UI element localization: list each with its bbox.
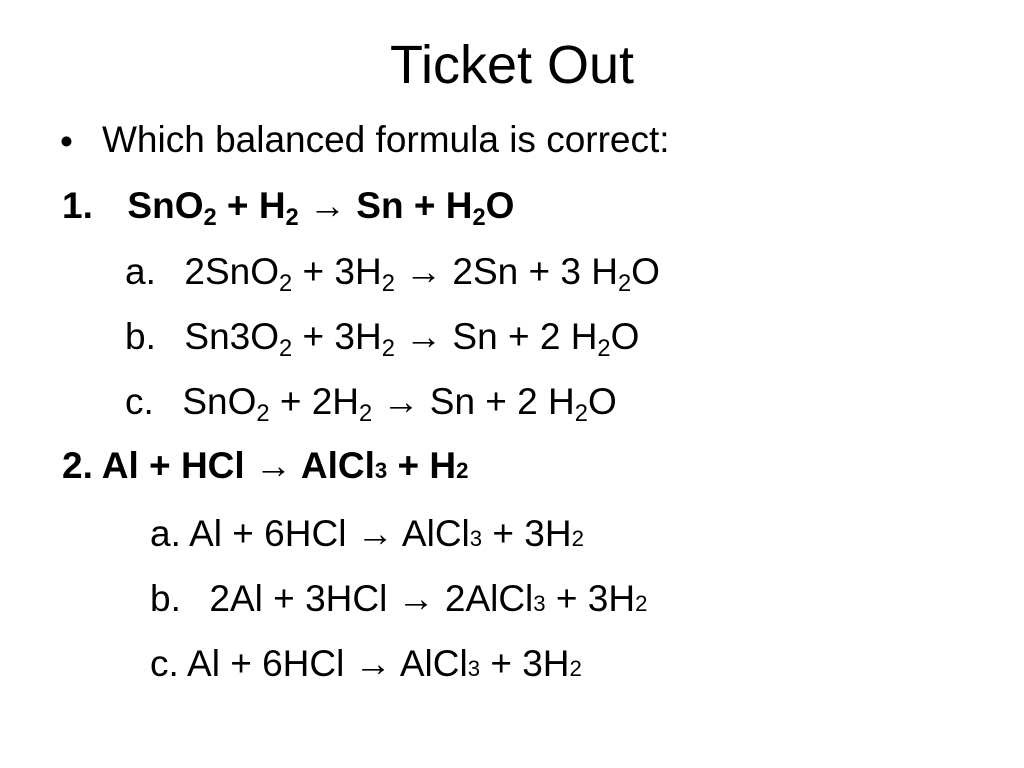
- question-2-option-c: [150, 642, 582, 686]
- slide-title: Ticket Out: [389, 35, 635, 95]
- option-equation: $2SnO_2 + 3H_2 \to 2Sn + 3$ $H_2O$: [184, 251, 660, 297]
- bullet-text: Which balanced formula is correct:: [102, 119, 670, 160]
- question-1-option-c: [125, 380, 617, 427]
- option-letter: a.: [125, 251, 156, 292]
- question-1-option-a: [125, 250, 660, 297]
- question-2-number: 2.: [62, 445, 93, 486]
- option-letter: c.: [150, 643, 179, 684]
- question-1-option-b: [125, 315, 640, 362]
- question-2: [62, 444, 468, 488]
- question-2-option-b: [150, 577, 647, 621]
- question-2-equation: Al + HCl → AlCl3 + H2: [101, 445, 469, 486]
- option-equation: $Sn3O_2 + 3H_2 \to Sn + 2$ $H_2O$: [184, 316, 640, 362]
- bullet-marker: •: [60, 121, 73, 162]
- option-letter: a.: [150, 513, 181, 554]
- option-equation: Al + 6HCl → AlCl3 + 3H2: [189, 513, 584, 554]
- question-1: [62, 184, 515, 231]
- option-equation: Al + 6HCl → AlCl3 + 3H2: [187, 643, 582, 684]
- question-2-option-a: [150, 512, 584, 556]
- question-1-number: 1.: [62, 185, 93, 226]
- option-letter: c.: [125, 381, 154, 422]
- option-equation: $SnO_2 + 2H_2 \to Sn + 2$ $H_2O$: [182, 381, 617, 427]
- question-1-equation: $SnO_2 + H_2 \to Sn + H_2O$: [127, 185, 515, 231]
- option-equation: 2Al + 3HCl → 2AlCl3 + 3H2: [209, 578, 648, 619]
- option-letter: b.: [150, 578, 181, 619]
- option-letter: b.: [125, 316, 156, 357]
